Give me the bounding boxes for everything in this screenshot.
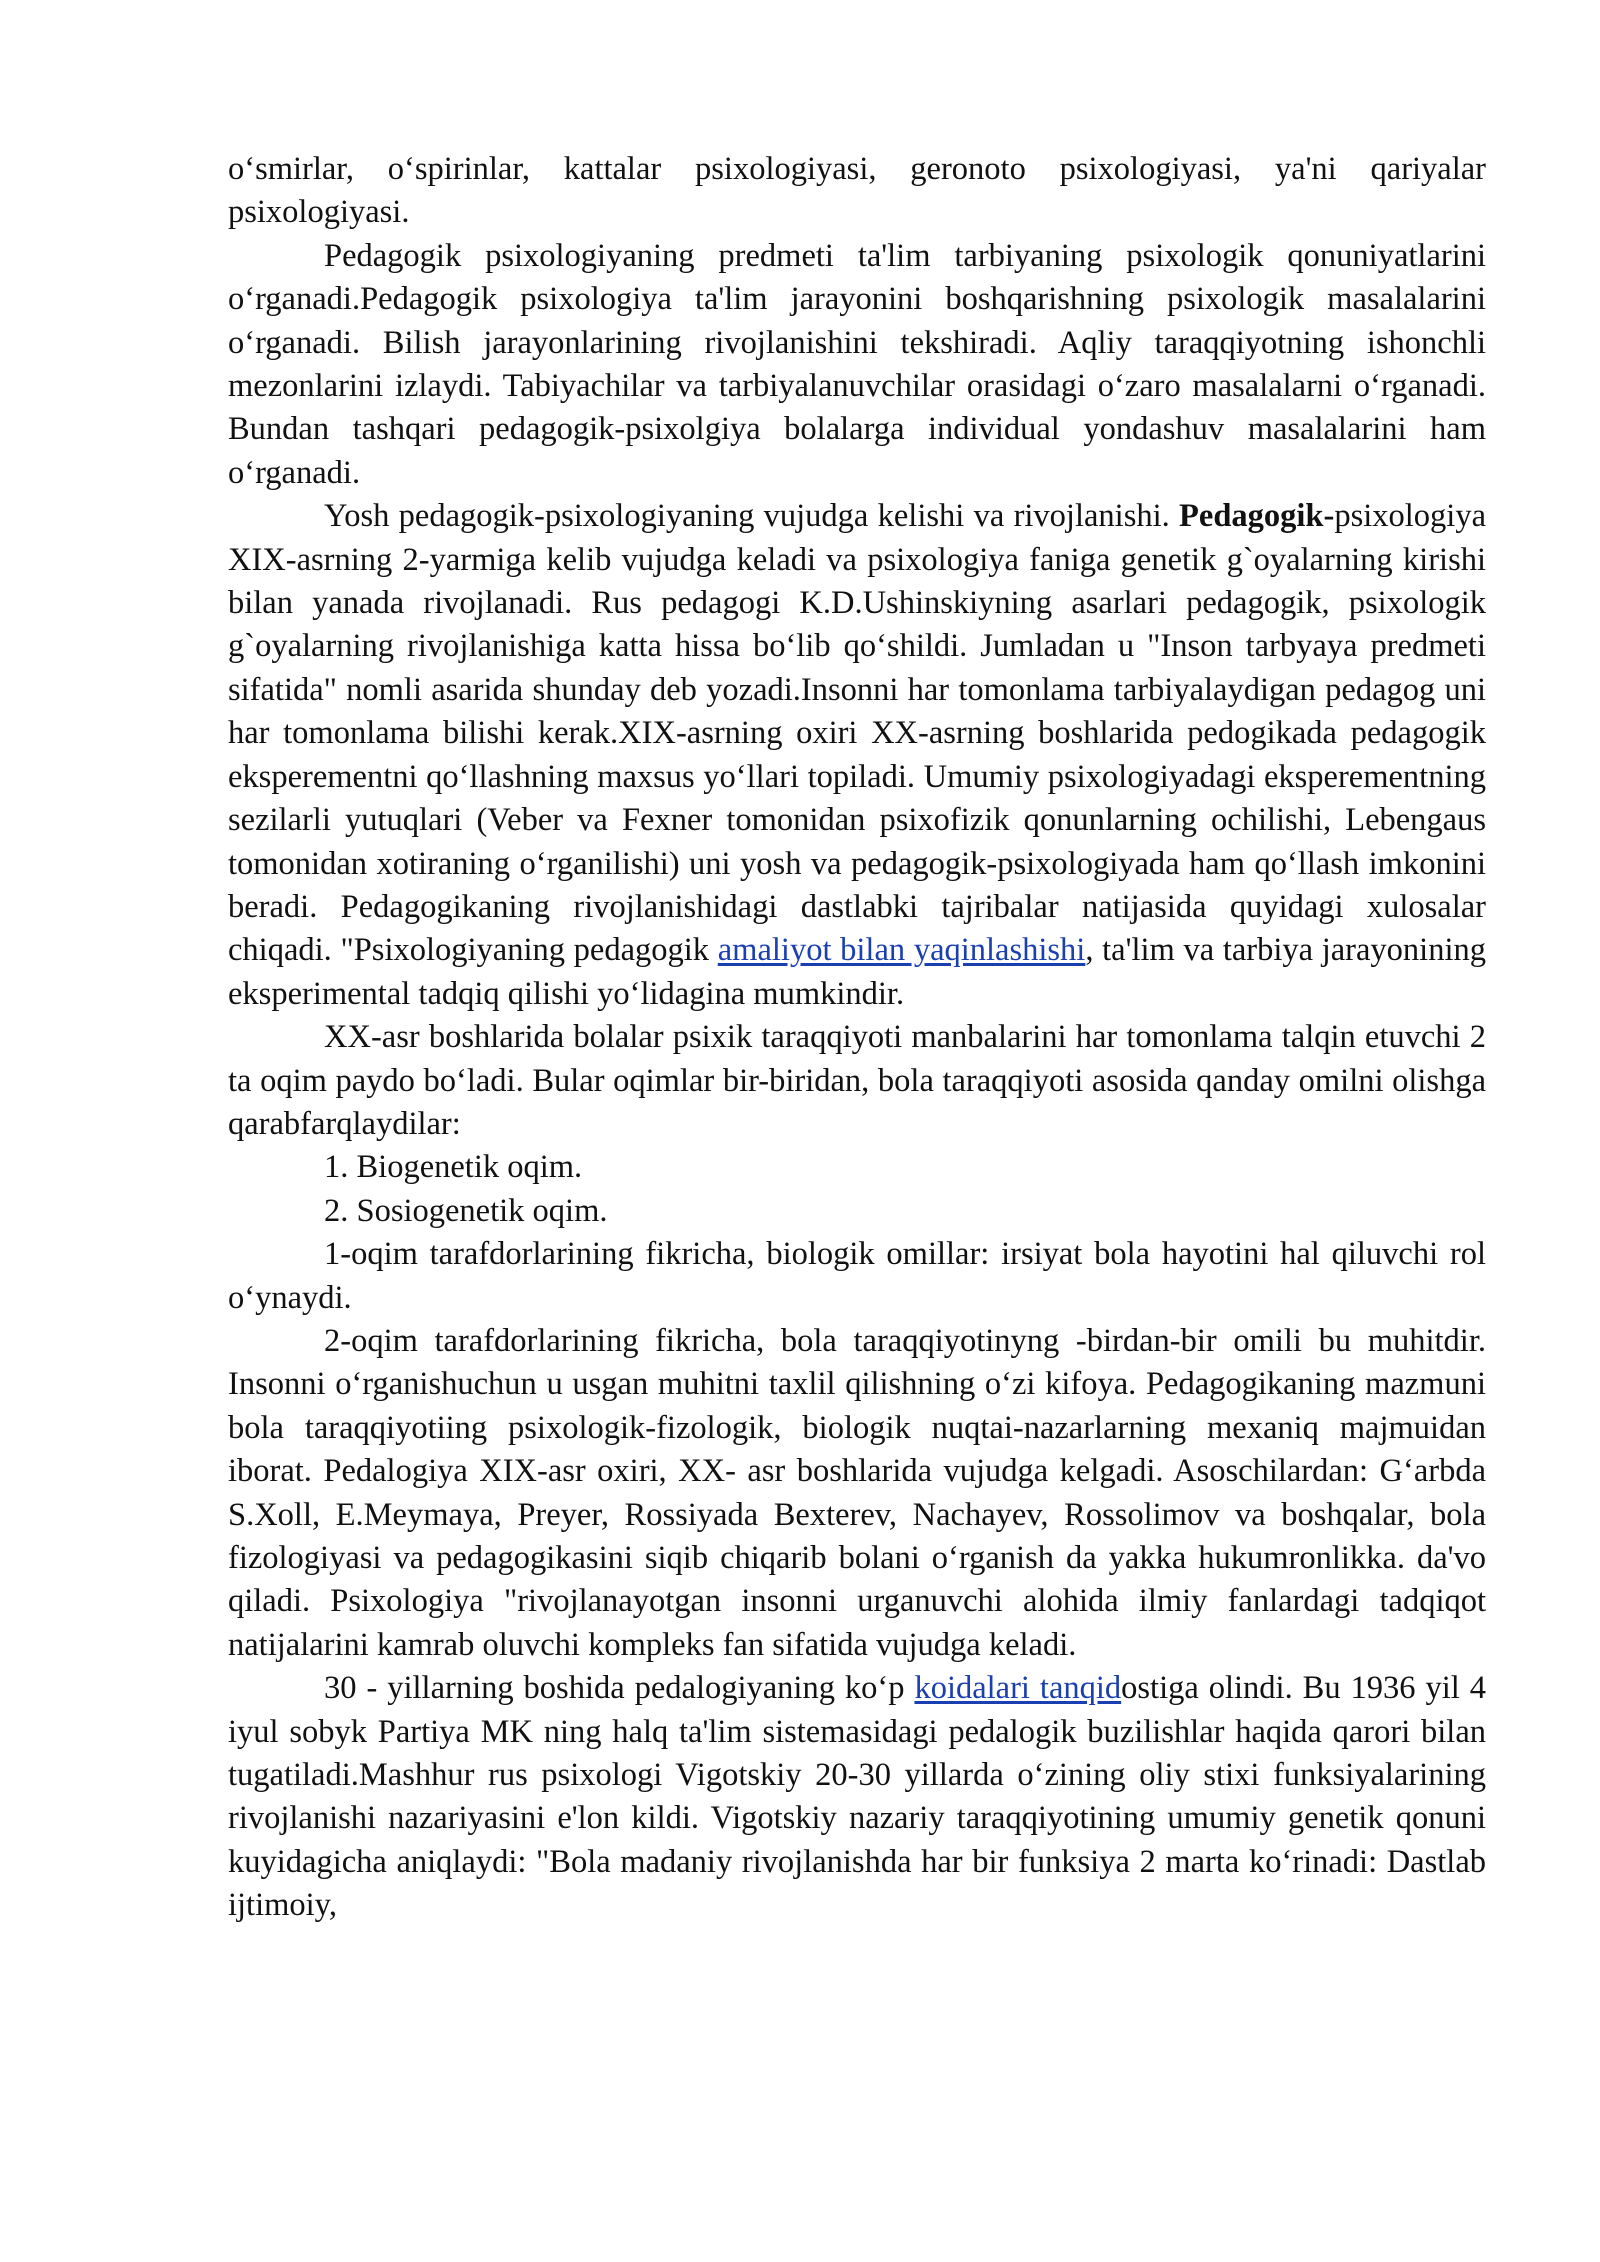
paragraph-2: Pedagogik psixologiyaning predmeti ta'lim tarbiyaning psixologik qonuniyatlarini o‘rganadi.Pedagogik psixologiya ta'lim jarayonini boshqarishning psixologik masalalarini o‘rganadi. Bilish jarayonlarining rivojlanishini tekshiradi. Aqliy taraqqiyotning ishonchli mezonlarini izlaydi. Tabiyachilar va tarbiyalanuvchilar orasidagi o‘zaro masalalarni o‘rganadi. Bundan tashqari pedagogik-psixolgiya bolalarga individual yondashuv masalalarini ham o‘rganadi. <box>228 237 1486 491</box>
paragraph-3-bold-term: Pedagogik- <box>1179 498 1335 535</box>
link-amaliyot-bilan-yaqinlashishi[interactable]: amaliyot bilan yaqinlashishi <box>717 932 1086 969</box>
paragraph-7 <box>228 1667 1486 1927</box>
paragraph-1: o‘smirlar, o‘spirinlar, kattalar psixologiyasi, geronoto psixologiyasi, ya'ni qariyalar psixologiyasi. <box>228 151 1486 231</box>
paragraph-4: XX-asr boshlarida bolalar psixik taraqqiyoti manbalarini har tomonlama talqin etuvchi 2 ta oqim paydo bo‘ladi. Bular oqimlar bir-biridan, bola taraqqiyoti asosida qanday omilni olishga qarabfarqlaydilar: <box>228 1019 1486 1142</box>
list-item-biogenetik: 1. Biogenetik oqim. <box>324 1149 583 1186</box>
paragraph-3-end: , ta'lim va tarbiya jarayonining eksperimental tadqiq qilishi yo‘lidagina mumkindir. <box>228 932 1486 1012</box>
link-koidalari-tanqid[interactable]: koidalari tanqid <box>914 1670 1122 1707</box>
paragraph-7-body: ostiga olindi. Bu 1936 yil 4 iyul sobyk Partiya MK ning halq ta'lim sistemasidagi pedalogik buzilishlar haqida qarori bilan tugatiladi.Mashhur rus psixologi Vigotskiy 20-30 yillarda o‘zining oliy stixi funksiyalarining rivojlanishi nazariyasini e'lon kildi. Vigotskiy nazariy taraqqiyotining umumiy genetik qonuni kuyidagicha aniqlaydi: "Bola madaniy rivojlanishda har bir funksiya 2 marta ko‘rinadi: Dastlab ijtimoiy, <box>228 1670 1486 1924</box>
paragraph-3-body: psixologiya XIX-asrning 2-yarmiga kelib vujudga keladi va psixologiya faniga genetik g`oyalarning kirishi bilan yanada rivojlanadi. Rus pedagogi K.D.Ushinskiyning asarlari pedagogik, psixologik g`oyalarning rivojlanishiga katta hissa bo‘lib qo‘shildi. Jumladan u "Inson tarbyaya predmeti sifatida" nomli asarida shunday deb yozadi.Insonni har tomonlama tarbiyalaydigan pedagog uni har tomonlama bilishi kerak.XIX-asrning oxiri XX-asrning boshlarida pedogikada pedagogik eksperementni qo‘llashning maxsus yo‘llari topiladi. Umumiy psixologiyadagi eksperementning sezilarli yutuqlari (Veber va Fexner tomonidan psixofizik qonunlarning ochilishi, Lebengaus tomonidan xotiraning o‘rganilishi) uni yosh va pedagogik-psixologiyada ham qo‘llash imkonini beradi. Pedagogikaning rivojlanishidagi dastlabki tajribalar natijasida quyidagi xulosalar chiqadi. "Psixologiyaning pedagogik <box>228 498 1486 969</box>
paragraph-7-intro: 30 - yillarning boshida pedalogiyaning ko‘p <box>324 1670 915 1707</box>
paragraph-6: 2-oqim tarafdorlarining fikricha, bola taraqqiyotinyng -birdan-bir omili bu muhitdir. Insonni o‘rganishuchun u usgan muhitni taxlil qilishning o‘zi kifoya. Pedagogikaning mazmuni bola taraqqiyotiing psixologik-fizologik, biologik nuqtai-nazarlarning mexaniq majmuidan iborat. Pedalogiya XIX-asr oxiri, XX- asr boshlarida vujudga kelgadi. Asoschilardan: G‘arbda S.Xoll, E.Meymaya, Preyer, Rossiyada Bexterev, Nachayev, Rossolimov va boshqalar, bola fizologiyasi va pedagogikasini siqib chiqarib bolani o‘rganish da yakka hukumronlikka. da'vo qiladi. Psixologiya "rivojlanayotgan insonni urganuvchi alohida ilmiy fanlardagi tadqiqot natijalarini kamrab oluvchi kompleks fan sifatida vujudga keladi. <box>228 1322 1486 1663</box>
paragraph-3 <box>228 495 1486 1016</box>
document-page <box>228 148 1486 1928</box>
paragraph-5: 1-oqim tarafdorlarining fikricha, biologik omillar: irsiyat bola hayotini hal qiluvchi rol o‘ynaydi. <box>228 1236 1486 1316</box>
paragraph-3-intro: Yosh pedagogik-psixologiyaning vujudga kelishi va rivojlanishi. <box>324 498 1180 535</box>
list-item-sosiogenetik: 2. Sosiogenetik oqim. <box>324 1192 608 1229</box>
